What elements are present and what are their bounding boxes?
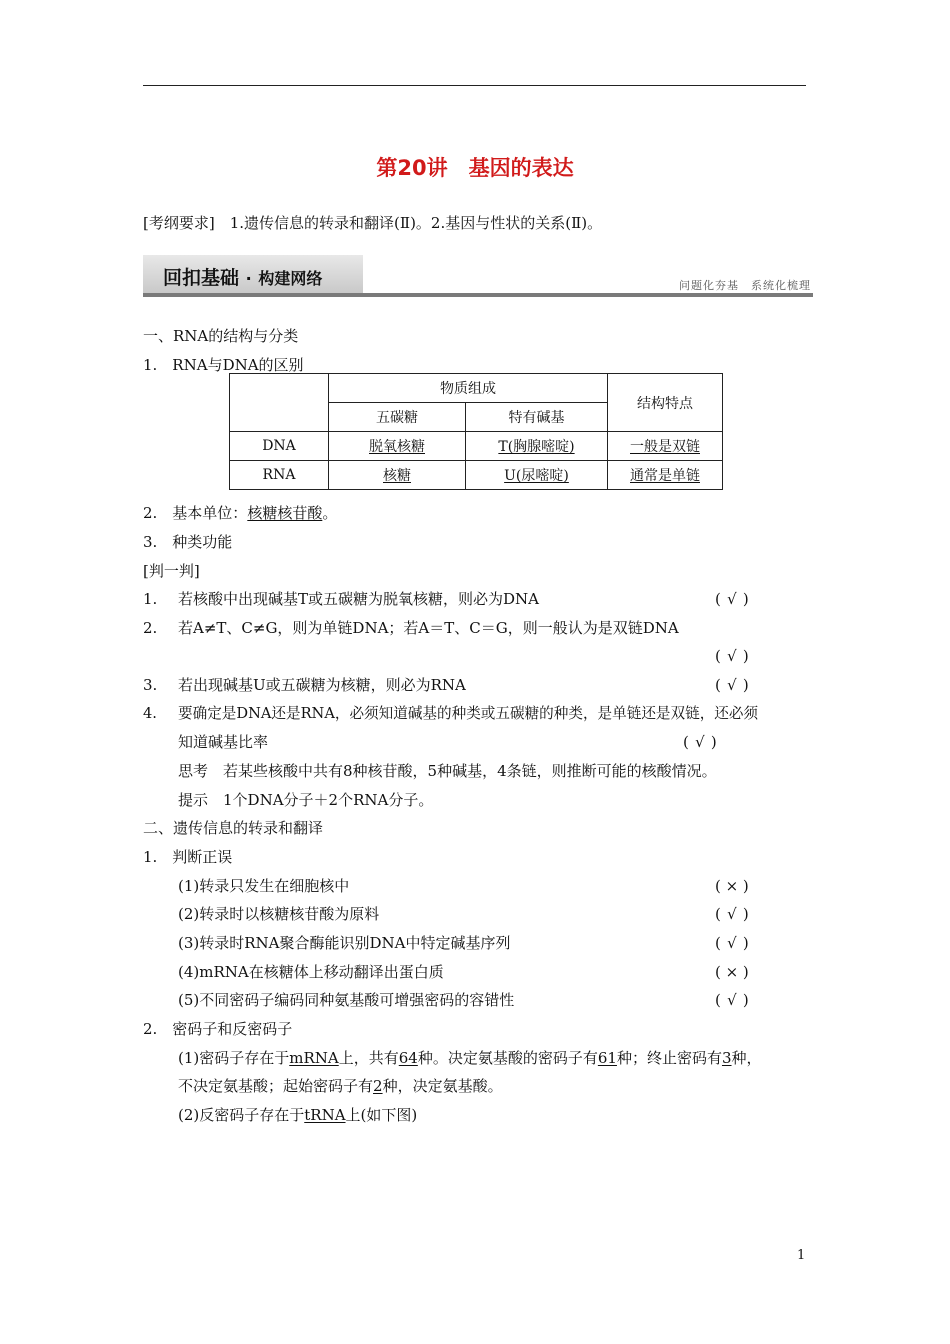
judge-heading: [判一判] — [143, 562, 200, 580]
section1-item3: 3. 种类功能 — [143, 533, 233, 551]
judge-item — [143, 675, 466, 695]
judge-mark: ( × ) — [715, 877, 749, 895]
banner-title — [163, 263, 322, 290]
row-rna-name: RNA — [230, 461, 329, 490]
judge-text: 若出现碱基U或五碳糖为核糖，则必为RNA — [178, 676, 466, 694]
table-header-sugar: 五碳糖 — [329, 403, 466, 432]
codon-text: (2)反密码子存在于 — [178, 1106, 305, 1124]
banner-sub-text: 构建网络 — [258, 269, 323, 288]
judge-mark: ( × ) — [715, 963, 749, 981]
codon-text: 种，决定氨基酸。 — [382, 1077, 503, 1095]
banner-rule — [143, 293, 813, 297]
codon-line-3 — [178, 1105, 417, 1125]
judge-mark-value: √ — [727, 647, 737, 665]
judge-mark-value: × — [725, 963, 739, 981]
judge-item — [143, 618, 679, 638]
judge-mark-value: √ — [727, 991, 737, 1009]
judge-mark: ( √ ) — [715, 590, 749, 608]
judge-mark: ( √ ) — [683, 733, 717, 751]
codon-text: 种， — [731, 1049, 762, 1067]
page-number: 1 — [797, 1248, 806, 1263]
judge-mark-value: √ — [727, 905, 737, 923]
judge-mark: ( √ ) — [715, 934, 749, 952]
judge-num: 4. — [143, 705, 157, 722]
page-title: 第20讲 基因的表达 — [376, 156, 574, 180]
section1-item2 — [143, 503, 337, 523]
banner-slogan: 问题化夯基 系统化梳理 — [679, 279, 811, 292]
section2-item1: 1. 判断正误 — [143, 848, 233, 866]
codon-answer: tRNA — [304, 1106, 346, 1124]
item2-prefix: 2. 基本单位： — [143, 504, 248, 522]
table-header-base: 特有碱基 — [466, 403, 608, 432]
banner-main-text: 回扣基础 — [163, 267, 240, 289]
answer-text: 脱氧核糖 — [369, 439, 425, 455]
codon-text: 种。决定氨基酸的密码子有 — [417, 1049, 598, 1067]
row-dna-base — [466, 432, 608, 461]
judge-item — [143, 704, 758, 724]
judge-item: (2)转录时以核糖核苷酸为原料 — [178, 905, 380, 923]
answer-text: U(尿嘧啶) — [504, 468, 569, 484]
codon-text: 上(如下图) — [345, 1106, 418, 1124]
table-header-composition: 物质组成 — [329, 374, 608, 403]
codon-text: (1)密码子存在于 — [178, 1049, 290, 1067]
answer-text: 核糖 — [383, 468, 411, 484]
judge-mark-value: √ — [727, 934, 737, 952]
codon-answer: mRNA — [289, 1049, 339, 1067]
judge-item: (3)转录时RNA聚合酶能识别DNA中特定碱基序列 — [178, 934, 511, 952]
codon-answer: 2 — [373, 1077, 383, 1095]
codon-line-2 — [178, 1076, 503, 1096]
section2-heading: 二、遗传信息的转录和翻译 — [143, 819, 324, 837]
judge-mark-value: √ — [727, 676, 737, 694]
row-dna-structure — [608, 432, 723, 461]
codon-text: 上，共有 — [338, 1049, 399, 1067]
table-row — [230, 461, 723, 490]
answer-text: T(胸腺嘧啶) — [498, 439, 575, 455]
exam-requirement: [考纲要求] 1.遗传信息的转录和翻译(Ⅱ)。2.基因与性状的关系(Ⅱ)。 — [143, 214, 603, 232]
think-line: 思考 若某些核酸中共有8种核苷酸，5种碱基，4条链，则推断可能的核酸情况。 — [178, 762, 717, 780]
judge-text: 若核酸中出现碱基T或五碳糖为脱氧核糖，则必为DNA — [178, 590, 539, 608]
judge-text: 若A≠T、C≠G，则为单链DNA；若A＝T、C＝G，则一般认为是双链DNA — [178, 619, 679, 637]
judge-text: 要确定是DNA还是RNA，必须知道碱基的种类或五碳糖的种类，是单链还是双链，还必须 — [178, 705, 759, 722]
item2-answer: 核糖核苷酸 — [247, 504, 323, 522]
judge-mark-value: √ — [727, 590, 737, 608]
row-dna-name: DNA — [230, 432, 329, 461]
row-rna-base — [466, 461, 608, 490]
codon-answer: 64 — [398, 1049, 418, 1067]
row-rna-structure — [608, 461, 723, 490]
codon-answer: 61 — [597, 1049, 617, 1067]
item2-suffix: 。 — [322, 504, 338, 522]
rna-dna-table — [229, 373, 723, 490]
judge-num: 3. — [143, 676, 158, 694]
codon-text: 不决定氨基酸；起始密码子有 — [178, 1077, 374, 1095]
banner-dot: · — [245, 269, 252, 288]
judge-item: (5)不同密码子编码同种氨基酸可增强密码的容错性 — [178, 991, 515, 1009]
header-rule — [143, 85, 806, 86]
answer-text: 一般是双链 — [630, 439, 700, 455]
hint-line: 提示 1个DNA分子＋2个RNA分子。 — [178, 791, 434, 809]
judge-item — [143, 589, 539, 609]
judge-mark-value: × — [725, 877, 739, 895]
answer-text: 通常是单链 — [630, 468, 700, 484]
judge-item: (1)转录只发生在细胞核中 — [178, 877, 350, 895]
judge-mark: ( √ ) — [715, 647, 749, 665]
judge-mark: ( √ ) — [715, 676, 749, 694]
section-banner — [143, 255, 813, 297]
section2-item2: 2. 密码子和反密码子 — [143, 1020, 293, 1038]
codon-line-1 — [178, 1048, 762, 1068]
codon-text: 种；终止密码有 — [616, 1049, 722, 1067]
judge-mark: ( √ ) — [715, 991, 749, 1009]
table-corner — [230, 374, 329, 432]
judge-num: 2. — [143, 619, 158, 637]
codon-answer: 3 — [721, 1049, 732, 1067]
section1-item1: 1. RNA与DNA的区别 — [143, 356, 304, 374]
row-dna-sugar — [329, 432, 466, 461]
judge-num: 1. — [143, 590, 158, 608]
judge-item: (4)mRNA在核糖体上移动翻译出蛋白质 — [178, 963, 444, 981]
row-rna-sugar — [329, 461, 466, 490]
table-header-structure: 结构特点 — [608, 374, 723, 432]
judge-mark-value: √ — [695, 733, 705, 751]
section1-heading: 一、RNA的结构与分类 — [143, 327, 299, 345]
table-row — [230, 432, 723, 461]
judge-mark: ( √ ) — [715, 905, 749, 923]
judge-item-cont: 知道碱基比率 — [178, 733, 269, 751]
